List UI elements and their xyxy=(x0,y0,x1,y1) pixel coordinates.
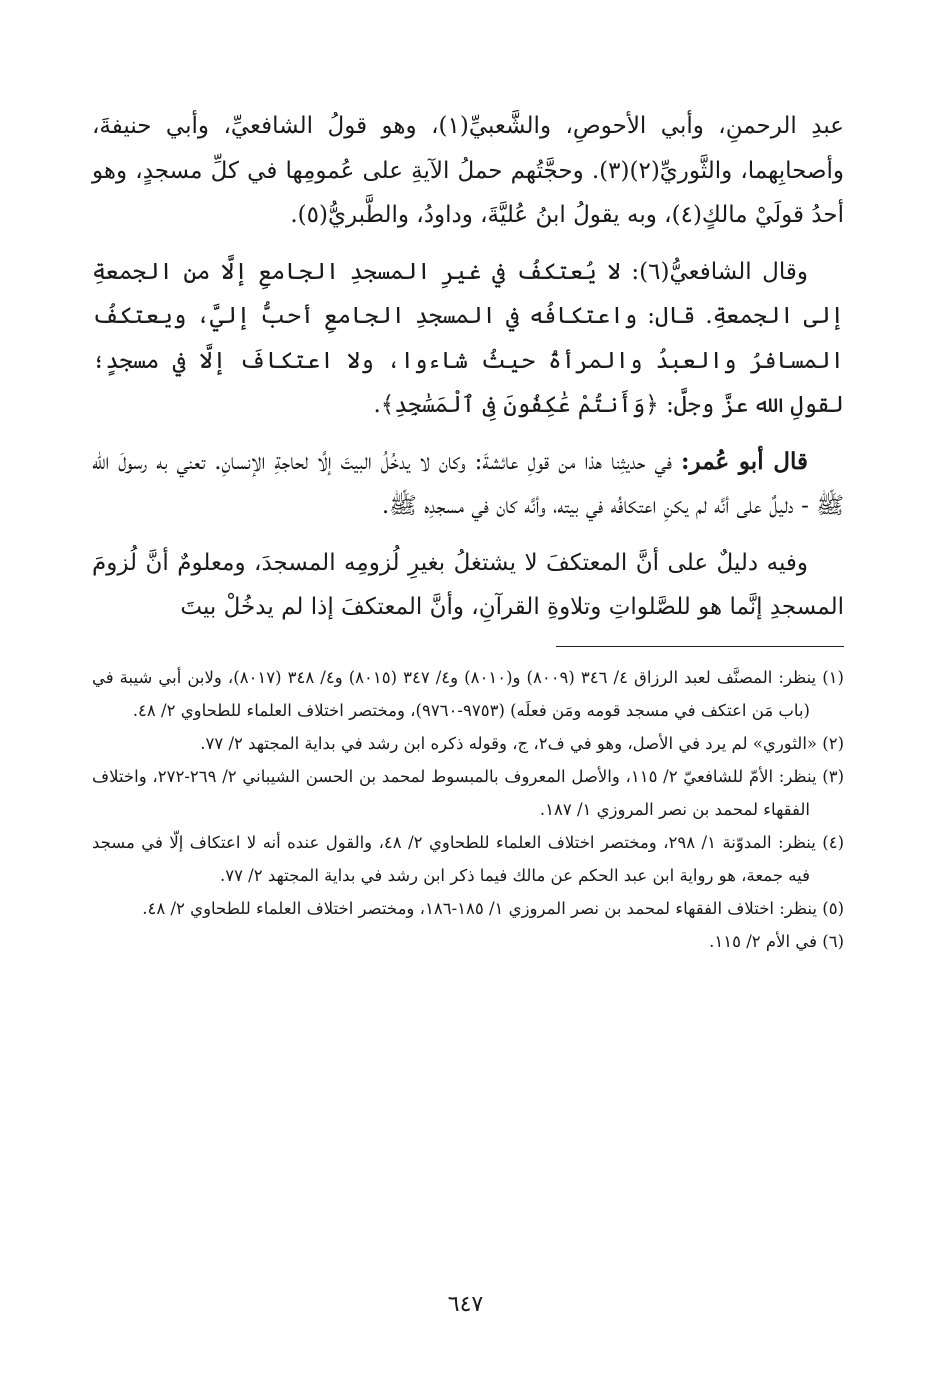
footnote-2: (٢) «الثوري» لم يرد في الأصل، وهو في ف٢، ج، وقوله ذكره ابن رشد في بداية المجتهد ٢/ ٧٧. xyxy=(200,733,844,753)
page-body xyxy=(92,104,844,958)
paragraph-3-body: في حديثِنا هذا من قولِ عائشةَ: وكان لا يدخُلُ البيتَ إلَّا لحاجةِ الإنسانِ. تعني به رسولَ الله ﷺ - دليلٌ على أنَّه لم يكنِ اعتكافُه في بيته، وأنَّه كان في مسجدِه ﷺ. xyxy=(92,448,844,519)
paragraph-1: عبدِ الرحمنِ، وأبي الأحوصِ، والشَّعبيِّ(١)، وهو قولُ الشافعيِّ، وأبي حنيفةَ، وأصحابِهما، والثَّوريِّ(٢)(٣). وحجَّتُهم حملُ الآيةِ على عُمومِها في كلِّ مسجدٍ، وهو أحدُ قولَيْ مالكٍ(٤)، وبه يقولُ ابنُ عُليَّةَ، وداودُ، والطَّبريُّ(٥). xyxy=(92,113,844,228)
paragraph-4: وفيه دليلٌ على أنَّ المعتكفَ لا يشتغلُ بغيرِ لُزومِه المسجدَ، ومعلومٌ أنَّ لُزومَ المسجدِ إنَّما هو للصَّلواتِ وتلاوةِ القرآنِ، وأنَّ المعتكفَ إذا لم يدخُلْ بيتَ xyxy=(92,549,844,620)
footnote-5: (٥) ينظر: اختلاف الفقهاء لمحمد بن نصر المروزي ١/ ١٨٥-١٨٦، ومختصر اختلاف العلماء للطحاوي ٢/ ٤٨. xyxy=(142,898,844,918)
paragraph-3 xyxy=(92,440,844,529)
footnote-6: (٦) في الأم ٢/ ١١٥. xyxy=(709,931,844,951)
main-text xyxy=(92,104,844,630)
page-number: ٦٤٧ xyxy=(447,1292,484,1317)
paragraph-3-lead: قال أبو عُمر: xyxy=(681,447,809,475)
footnote-1: (١) ينظر: المصنَّف لعبد الرزاق ٤/ ٣٤٦ (٨٠٠٩) و(٨٠١٠) و٤/ ٣٤٧ (٨٠١٥) و٤/ ٣٤٨ (٨٠١٧)، ولابن أبي شيبة في (باب مَن اعتكف في مسجد قومه ومَن فعلَه) (٩٧٥٣-٩٧٦٠)، ومختصر اختلاف العلماء للطحاوي ٢/ ٤٨. xyxy=(92,667,844,720)
footnote-divider xyxy=(556,646,844,647)
paragraph-2: وقال الشافعيُّ(٦): لا يُعتكفُ في غيرِ المسجدِ الجامعِ إلَّا من الجمعةِ إلى الجمعةِ. قال: واعتكافُه في المسجدِ الجامعِ أحبُّ إليَّ، ويعتكفُ المسافرُ والعبدُ والمرأةُ حيثُ شاءوا، ولا اعتكافَ إلَّا في مسجدٍ؛ لقولِ الله عزَّ وجلَّ: ﴿وَأَنتُمْ عَٰكِفُونَ فِى ٱلْمَسَٰجِدِ﴾. xyxy=(92,258,844,418)
footnote-4: (٤) ينظر: المدوّنة ١/ ٢٩٨، ومختصر اختلاف العلماء للطحاوي ٢/ ٤٨، والقول عنده أنه لا اعتكاف إلّا في مسجد فيه جمعة، هو رواية ابن عبد الحكم عن مالك فيما ذكر ابن رشد في بداية المجتهد ٢/ ٧٧. xyxy=(92,832,845,885)
footnotes xyxy=(92,661,844,958)
footnote-3: (٣) ينظر: الأمّ للشافعيّ ٢/ ١١٥، والأصل المعروف بالمبسوط لمحمد بن الحسن الشيباني ٢/ ٢٦٩-٢٧٢، واختلاف الفقهاء لمحمد بن نصر المروزي ١/ ١٨٧. xyxy=(92,766,844,819)
